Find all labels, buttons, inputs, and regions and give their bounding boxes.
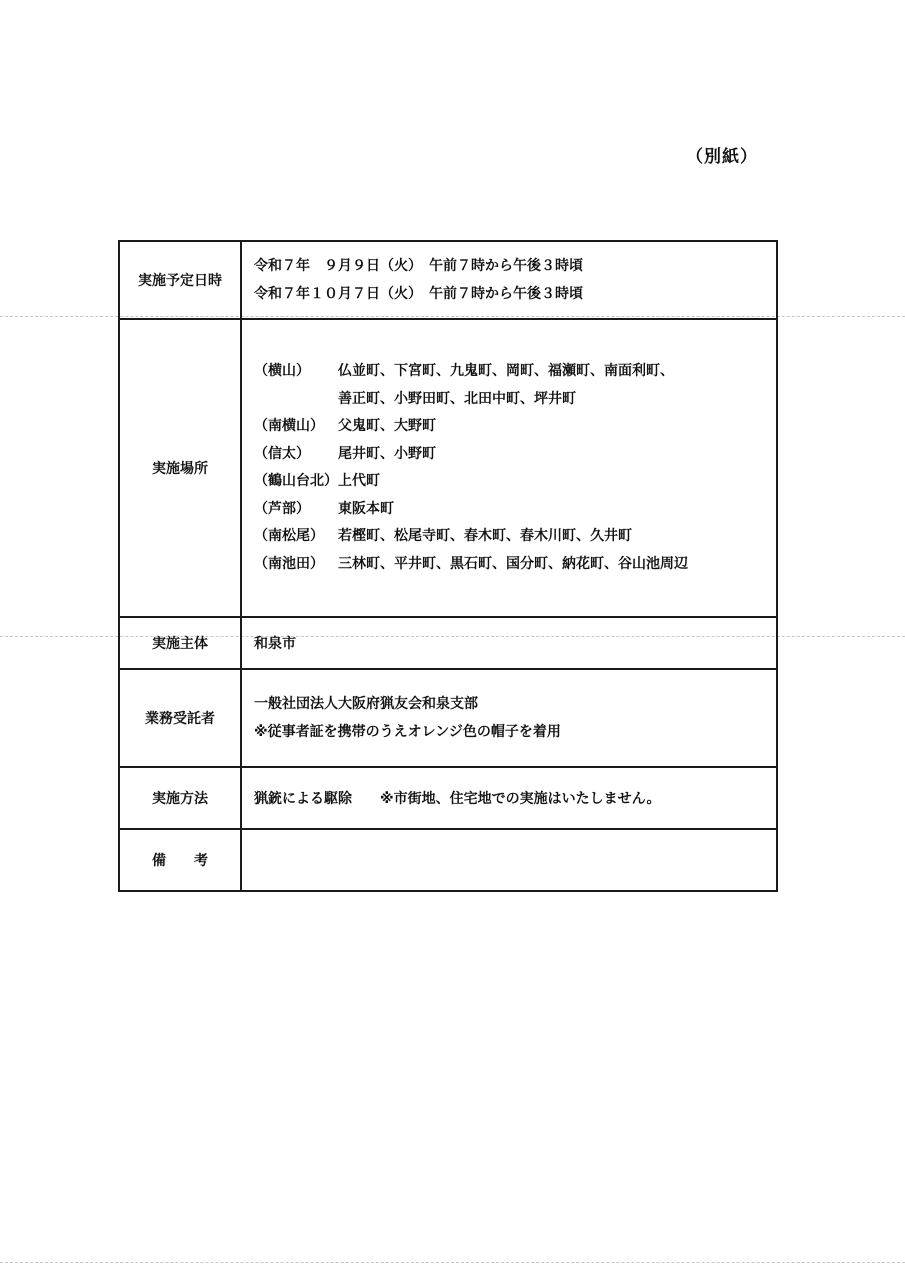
contractor-line: ※従事者証を携帯のうえオレンジ色の帽子を着用 — [254, 724, 561, 740]
location-area: （芦部） — [254, 500, 310, 517]
location-item — [254, 468, 768, 496]
location-item — [254, 496, 768, 524]
location-towns: 東阪本町 — [338, 500, 394, 517]
remarks-label-char: 考 — [194, 853, 208, 869]
location-area: （南池田） — [254, 555, 324, 572]
contractor-label: 業務受託者 — [119, 669, 241, 767]
location-towns: 尾井町、小野町 — [338, 445, 436, 462]
location-area: （南松尾） — [254, 528, 324, 544]
location-item — [254, 386, 768, 414]
location-towns: 三林町、平井町、黒石町、国分町、納花町、谷山池周辺 — [338, 555, 688, 572]
location-area: （南横山） — [254, 418, 324, 434]
date-value — [241, 241, 777, 319]
date-label: 実施予定日時 — [119, 241, 241, 319]
location-item — [254, 523, 768, 551]
row-contractor — [119, 669, 777, 767]
date-line: 令和７年 ９月９日（火） 午前７時から午後３時頃 — [254, 258, 583, 274]
remarks-value — [241, 829, 777, 891]
row-location — [119, 319, 777, 617]
location-area — [254, 386, 338, 414]
location-towns: 上代町 — [338, 473, 380, 489]
location-item — [254, 413, 768, 441]
location-item — [254, 441, 768, 469]
location-area: （横山） — [254, 363, 310, 379]
location-towns: 若樫町、松尾寺町、春木町、春木川町、久井町 — [338, 528, 632, 544]
row-schedule-date — [119, 241, 777, 319]
schedule-table — [118, 240, 778, 892]
contractor-line: 一般社団法人大阪府猟友会和泉支部 — [254, 696, 478, 712]
row-entity — [119, 617, 777, 669]
date-line: 令和７年１０月７日（火） 午前７時から午後３時頃 — [254, 286, 583, 302]
entity-label: 実施主体 — [119, 617, 241, 669]
location-value — [241, 319, 777, 617]
location-area: （信太） — [254, 445, 310, 462]
remarks-label — [119, 829, 241, 891]
remarks-label-char: 備 — [152, 853, 166, 869]
row-method — [119, 767, 777, 829]
location-towns: 善正町、小野田町、北田中町、坪井町 — [338, 390, 576, 407]
scan-noise-line — [0, 1262, 905, 1263]
method-value: 猟銃による駆除 ※市街地、住宅地での実施はいたしません。 — [241, 767, 777, 829]
location-item — [254, 551, 768, 579]
location-area: （鶴山台北） — [254, 473, 338, 489]
location-towns: 仏並町、下宮町、九鬼町、岡町、福瀬町、南面利町、 — [338, 363, 674, 379]
contractor-value — [241, 669, 777, 767]
location-item — [254, 358, 768, 386]
entity-value: 和泉市 — [241, 617, 777, 669]
row-remarks — [119, 829, 777, 891]
location-label: 実施場所 — [119, 319, 241, 617]
location-towns: 父鬼町、大野町 — [338, 418, 436, 434]
method-label: 実施方法 — [119, 767, 241, 829]
annex-label: （別紙） — [686, 147, 758, 167]
